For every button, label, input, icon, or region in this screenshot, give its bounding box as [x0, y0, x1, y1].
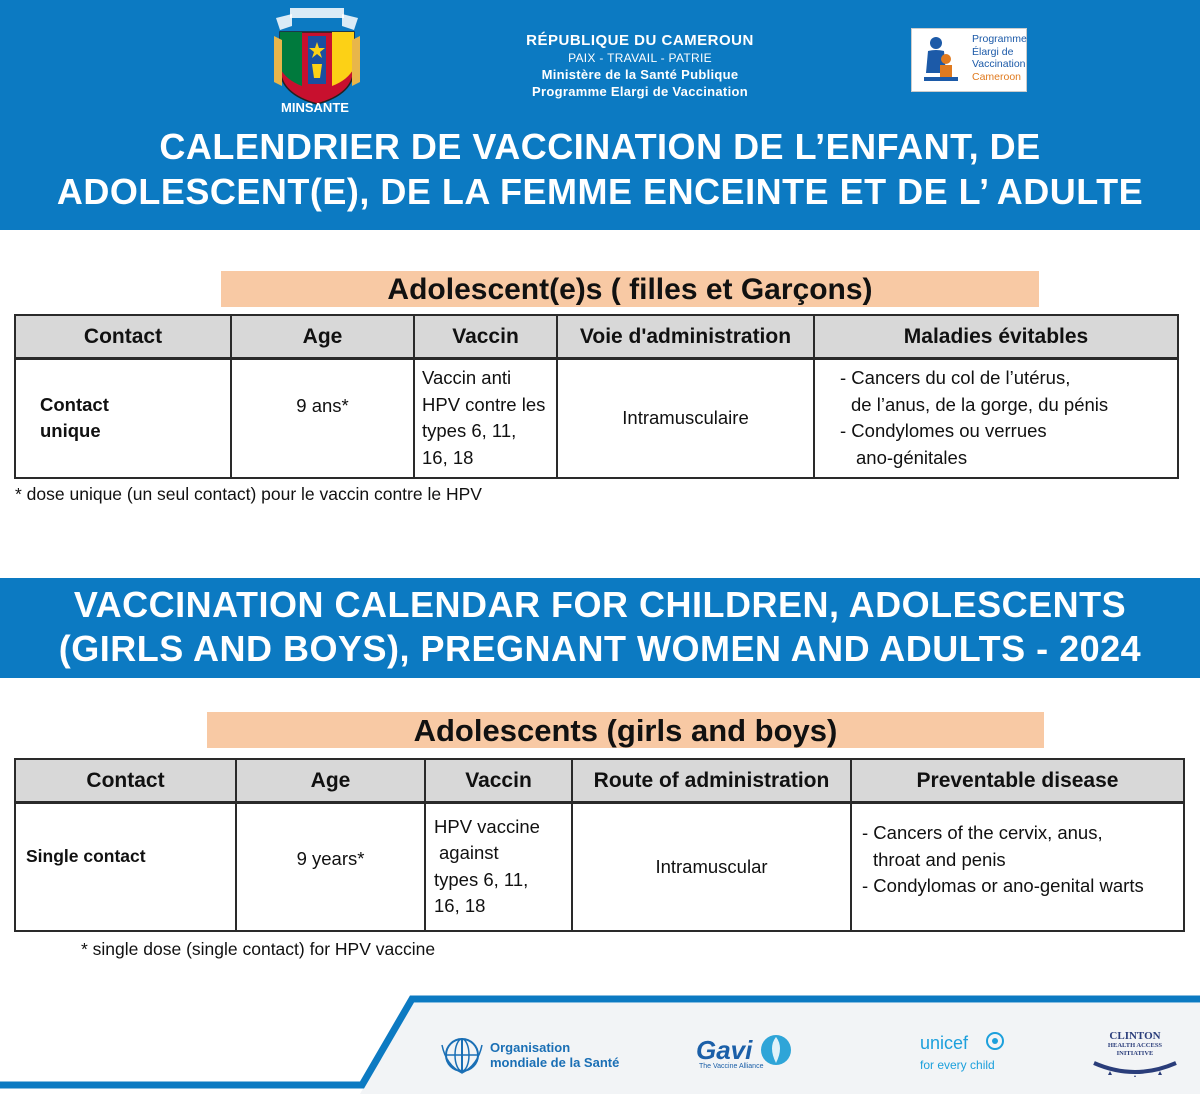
- clinton-line: HEALTH ACCESS: [1107, 1042, 1163, 1049]
- unicef-emblem-icon: [985, 1031, 1005, 1051]
- cell-line: Contact: [40, 393, 109, 415]
- cell-line: - Cancers du col de l’utérus,: [840, 367, 1071, 389]
- col-header-vaccine: Vaccin: [414, 315, 557, 359]
- cell-route: Intramuscular: [572, 803, 851, 931]
- gavi-logo-text: Gavi: [696, 1035, 753, 1065]
- clinton-logo-text: [1096, 1031, 1174, 1057]
- who-logo-text: [490, 1040, 619, 1070]
- government-block: [440, 32, 840, 99]
- ministry-label: Ministère de la Santé Publique: [541, 67, 739, 82]
- cell-contact: Single contact: [15, 803, 236, 931]
- cell-line: types 6, 11,: [434, 868, 529, 890]
- partner-footer: [0, 995, 1200, 1094]
- cell-line: de l’anus, de la gorge, du pénis: [851, 393, 1109, 415]
- cell-vaccine: [414, 359, 557, 478]
- col-header-diseases: Preventable disease: [851, 759, 1184, 803]
- program-label: Programme Elargi de Vaccination: [532, 84, 748, 99]
- fr-schedule-table: [14, 314, 1179, 479]
- pev-logo-line: Programme: [972, 33, 1027, 45]
- who-line: mondiale de la Santé: [490, 1055, 620, 1070]
- cell-contact: [15, 359, 231, 478]
- motto-label: PAIX - TRAVAIL - PATRIE: [568, 51, 712, 65]
- pev-logo-line: Élargi de: [972, 45, 1014, 58]
- col-header-age: Age: [231, 315, 414, 359]
- table-row: [15, 359, 1178, 478]
- unicef-logo-text: unicef: [920, 1033, 969, 1053]
- en-subtitle: Adolescents (girls and boys): [207, 712, 1044, 748]
- who-line: Organisation: [490, 1040, 571, 1055]
- pev-logo-text: [972, 33, 1027, 83]
- cell-line: unique: [40, 420, 101, 442]
- col-header-contact: Contact: [15, 315, 231, 359]
- cell-route: Intramusculaire: [557, 359, 814, 478]
- cell-vaccine: [425, 803, 572, 931]
- col-header-vaccine: Vaccin: [425, 759, 572, 803]
- col-header-diseases: Maladies évitables: [814, 315, 1178, 359]
- cell-line: - Cancers of the cervix, anus,: [862, 822, 1103, 843]
- cell-age: 9 years*: [236, 803, 425, 931]
- fr-title-line2: ADOLESCENT(E), DE LA FEMME ENCEINTE ET DE L’ ADULTE: [56, 171, 1144, 212]
- en-footnote: * single dose (single contact) for HPV vaccine: [81, 939, 436, 959]
- cell-age: 9 ans*: [231, 359, 414, 478]
- cell-line: 16, 18: [422, 446, 474, 468]
- cell-line: - Condylomes ou verrues: [840, 420, 1047, 442]
- cell-line: HPV contre les: [422, 393, 546, 415]
- pev-logo-line: Vaccination: [972, 58, 1026, 70]
- en-title-line1: VACCINATION CALENDAR FOR CHILDREN, ADOLESCENTS: [73, 584, 1127, 625]
- fr-title-line1: CALENDRIER DE VACCINATION DE L’ENFANT, DE: [159, 126, 1041, 167]
- pev-logo-line: Cameroon: [972, 70, 1022, 83]
- en-title-band: [0, 578, 1200, 678]
- col-header-contact: Contact: [15, 759, 236, 803]
- cell-line: HPV vaccine: [434, 815, 540, 837]
- cell-line: Vaccin anti: [422, 367, 512, 389]
- en-schedule-table: [14, 758, 1185, 932]
- cell-diseases: [814, 359, 1178, 478]
- col-header-route: Route of administration: [572, 759, 851, 803]
- minsante-label: MINSANTE: [281, 100, 349, 115]
- cell-diseases: [851, 803, 1184, 931]
- cell-line: types 6, 11,: [422, 420, 517, 442]
- en-title-line2: (GIRLS AND BOYS), PREGNANT WOMEN AND ADULTS - 2024: [58, 628, 1142, 669]
- clinton-line: CLINTON: [1109, 1030, 1161, 1042]
- cell-line: throat and penis: [873, 848, 1006, 870]
- fr-subtitle: Adolescent(e)s ( filles et Garçons): [221, 271, 1039, 307]
- clinton-line: INITIATIVE: [1116, 1050, 1154, 1057]
- unicef-tagline: for every child: [920, 1058, 995, 1072]
- table-header-row: [15, 759, 1184, 803]
- who-emblem-icon: [440, 1035, 484, 1075]
- cell-line: against: [439, 842, 499, 864]
- col-header-age: Age: [236, 759, 425, 803]
- col-header-route: Voie d'administration: [557, 315, 814, 359]
- gavi-globe-icon: [758, 1033, 794, 1067]
- table-row: [15, 803, 1184, 931]
- gavi-tagline: The Vaccine Alliance: [699, 1063, 764, 1070]
- table-header-row: [15, 315, 1178, 359]
- pev-figure-icon: [916, 33, 968, 87]
- fr-footnote: * dose unique (un seul contact) pour le vaccin contre le HPV: [15, 484, 482, 504]
- cell-line: - Condylomas or ano-genital warts: [862, 875, 1144, 896]
- cell-line: 16, 18: [434, 895, 486, 917]
- cell-line: ano-génitales: [856, 446, 968, 468]
- top-header: [0, 0, 1200, 230]
- pev-logo: [911, 28, 1027, 92]
- republic-label: RÉPUBLIQUE DU CAMEROUN: [526, 32, 754, 49]
